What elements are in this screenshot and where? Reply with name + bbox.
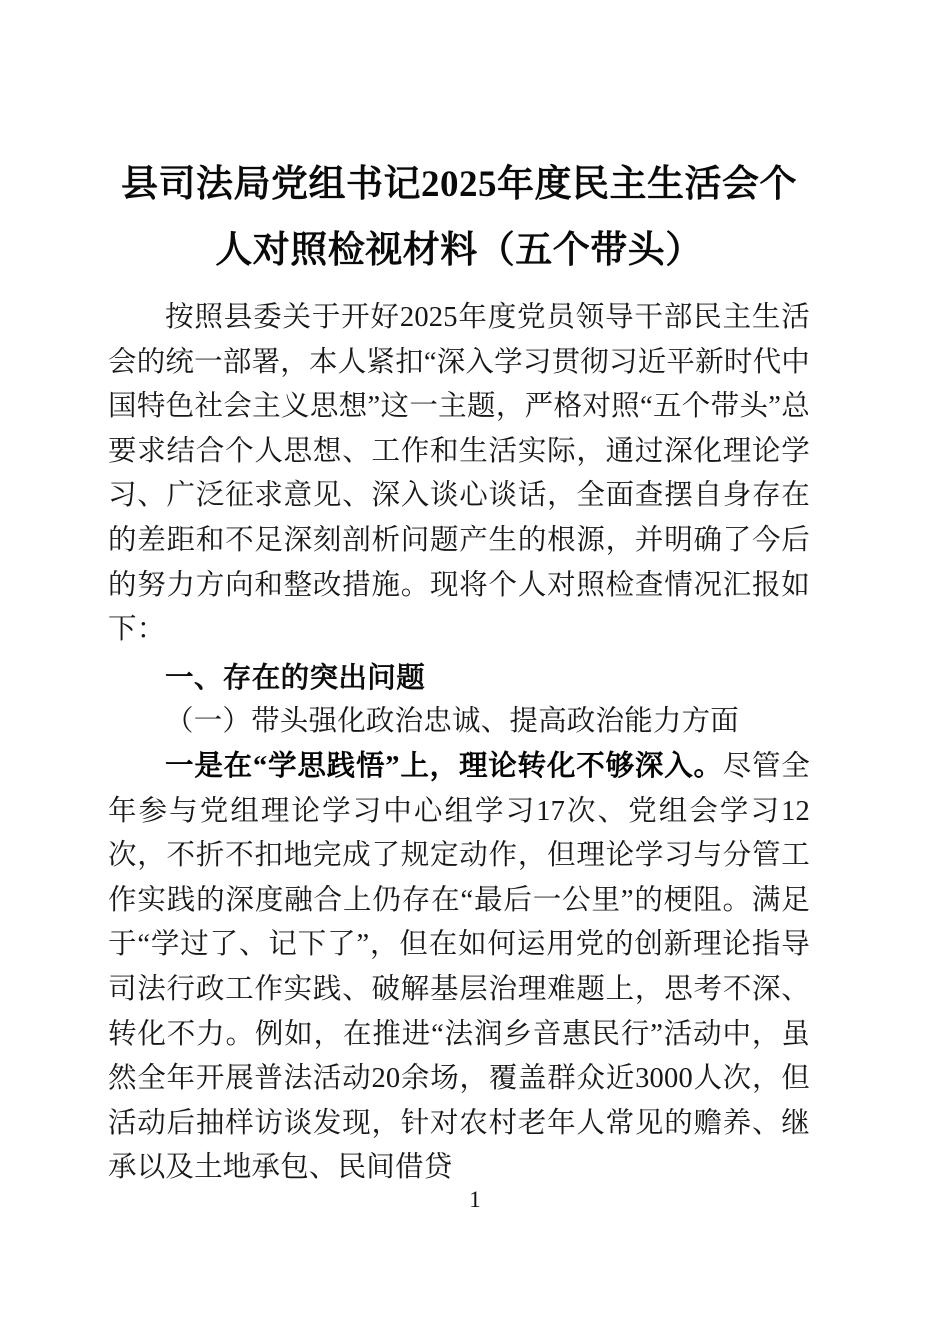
- page-title-line-1: 县司法局党组书记2025年度民主生活会个: [121, 164, 797, 205]
- page-title: [108, 0, 810, 284]
- problem-item-one-body: 尽管全年参与党组理论学习中心组学习17次、党组会学习12次，不折不扣地完成了规定动作，但理论学习与分管工作实践的深度融合上仍存在“最后一公里”的梗阻。满足于“学过了、记下了”，但在如何运用党的创新理论指导司法行政工作实践、破解基层治理难题上，思考不深、转化不力。例如，在推进“法润乡音惠民行”活动中，虽然全年开展普法活动20余场，覆盖群众近3000人次，但活动后抽样访谈发现，针对农村老年人常见的赡养、继承以及土地承包、民间借贷: [108, 750, 810, 1184]
- page-number: 1: [469, 1187, 481, 1212]
- document-content-column: [108, 0, 810, 1191]
- heading-political-loyalty: （一）带头强化政治忠诚、提高政治能力方面: [165, 706, 740, 738]
- page-title-line-2: 人对照检视材料（五个带头）: [215, 230, 703, 271]
- problem-item-one-lead: 一是在“学思践悟”上，理论转化不够深入。: [165, 750, 723, 782]
- opening-paragraph: 按照县委关于开好2025年度党员领导干部民主生活会的统一部署，本人紧扣“深入学习贯彻习近平新时代中国特色社会主义思想”这一主题，严格对照“五个带头”总要求结合个人思想、工作和生活实际，通过深化理论学习、广泛征求意见、深入谈心谈话，全面查摆自身存在的差距和不足深刻剖析问题产生的根源，并明确了今后的努力方向和整改措施。现将个人对照检查情况汇报如下：: [108, 302, 810, 646]
- heading-existing-problems: 一、存在的突出问题: [165, 661, 426, 694]
- problem-item-one: [108, 745, 810, 1191]
